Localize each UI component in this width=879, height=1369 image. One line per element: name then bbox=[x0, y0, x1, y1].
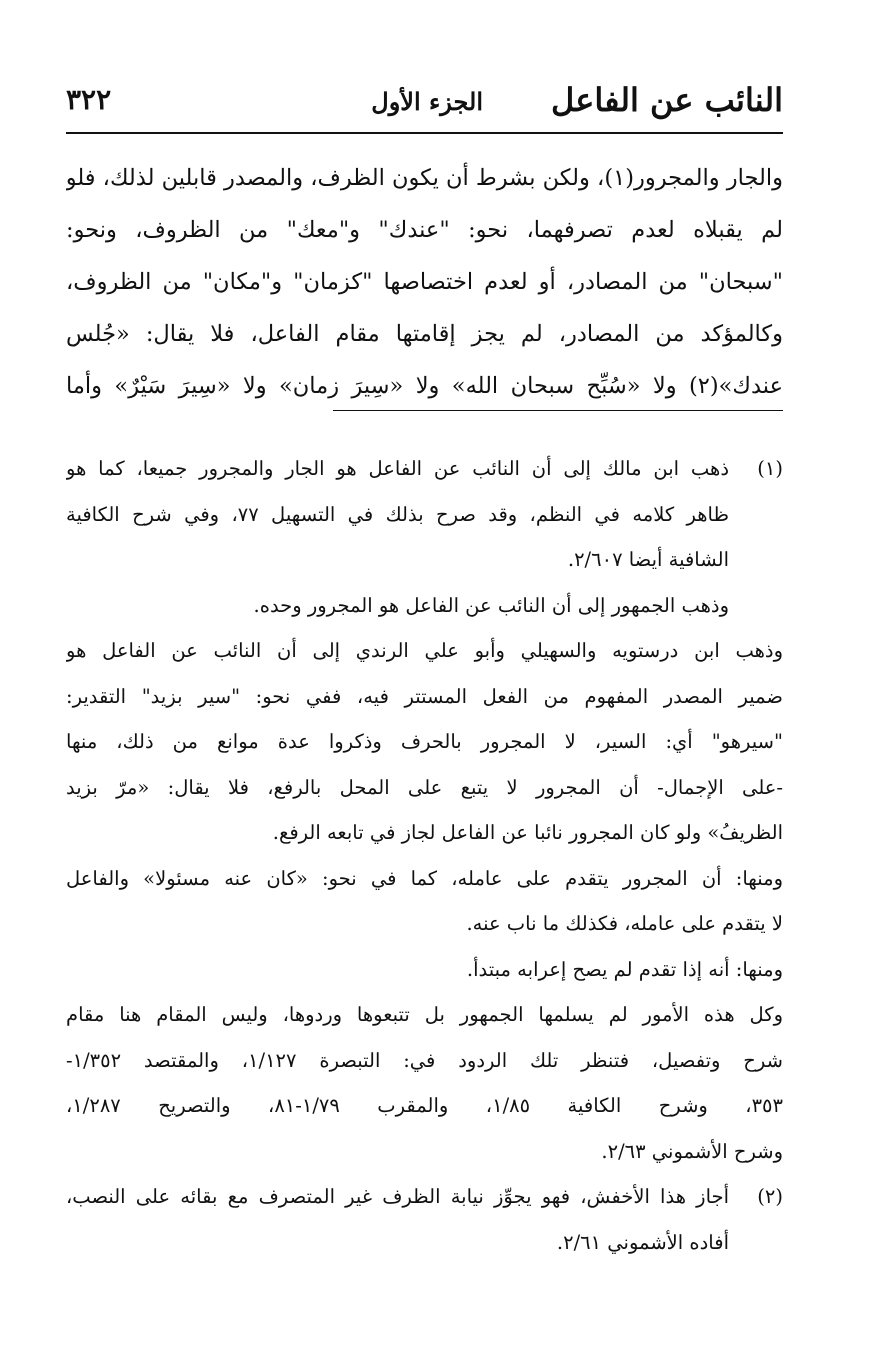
footnote-marker: (٢) bbox=[757, 1185, 783, 1208]
page-header bbox=[66, 78, 783, 128]
main-body-text bbox=[66, 152, 783, 412]
footnote-line: شرح وتفصيل، فتنظر تلك الردود في: التبصرة ١/١٢٧، والمقتصد ١/٣٥٢- bbox=[66, 1048, 783, 1072]
footnote-line: ومنها: أنه إذا تقدم لم يصح إعرابه مبتدأ. bbox=[466, 957, 783, 981]
footnote-line: الظريفُ» ولو كان المجرور نائبا عن الفاعل لجاز في تابعه الرفع. bbox=[272, 821, 783, 844]
body-line: لم يقبلاه لعدم تصرفهما، نحو: "عندك" و"معك" من الظروف، ونحو: bbox=[66, 217, 783, 243]
footnote-line: ظاهر كلامه في النظم، وقد صرح بذلك في التسهيل ٧٧، وفي شرح الكافية bbox=[66, 502, 729, 526]
body-line: "سبحان" من المصادر، أو لعدم اختصاصها "كزمان" و"مكان" من الظروف، bbox=[66, 269, 783, 295]
footnote-line: أجاز هذا الأخفش، فهو يجوِّز نيابة الظرف غير المتصرف مع بقائه على النصب، bbox=[66, 1185, 729, 1208]
volume-label: الجزء الأول bbox=[371, 87, 483, 116]
footnote-line: وشرح الأشموني ٢/٦٣. bbox=[601, 1139, 783, 1163]
footnote-line: -على الإجمال- أن المجرور لا يتبع على المحل بالرفع، فلا يقال: «مرّ بزيد bbox=[66, 775, 783, 799]
body-line: وكالمؤكد من المصادر، لم يجز إقامتها مقام الفاعل، فلا يقال: «جُلس bbox=[66, 321, 783, 347]
footnote-line: ذهب ابن مالك إلى أن النائب عن الفاعل هو الجار والمجرور جميعا، كما هو bbox=[66, 457, 729, 480]
footnote-1 bbox=[66, 446, 783, 1174]
footnote-line: وكل هذه الأمور لم يسلمها الجمهور بل تتبعوها وردوها، وليس المقام هنا مقام bbox=[66, 1003, 783, 1026]
footnotes bbox=[66, 446, 783, 1265]
header-divider bbox=[66, 132, 783, 134]
footnote-line: "سيرهو" أي: السير، لا المجرور بالحرف وذكروا عدة موانع من ذلك، منها bbox=[66, 730, 783, 753]
footnote-marker: (١) bbox=[757, 457, 783, 480]
chapter-title: النائب عن الفاعل bbox=[550, 81, 783, 119]
footnote-line: وذهب الجمهور إلى أن النائب عن الفاعل هو المجرور وحده. bbox=[253, 593, 729, 617]
footnote-line: لا يتقدم على عامله، فكذلك ما ناب عنه. bbox=[466, 912, 783, 935]
body-line: والجار والمجرور(١)، ولكن بشرط أن يكون الظرف، والمصدر قابلين لذلك، فلو bbox=[66, 165, 783, 191]
footnote-line: ومنها: أن المجرور يتقدم على عامله، كما في نحو: «كان عنه مسئولا» والفاعل bbox=[66, 866, 783, 890]
footnote-line: ضمير المصدر المفهوم من الفعل المستتر فيه، ففي نحو: "سير بزيد" التقدير: bbox=[66, 684, 783, 708]
footnote-2 bbox=[66, 1174, 783, 1265]
footnote-line: ٣٥٣، وشرح الكافية ١/٨٥، والمقرب ١/٧٩-٨١، والتصريح ١/٢٨٧، bbox=[66, 1094, 783, 1117]
footnote-line: الشافية أيضا ٢/٦٠٧. bbox=[567, 548, 729, 571]
footnote-line: أفاده الأشموني ٢/٦١. bbox=[556, 1230, 729, 1254]
body-line: عندك»(٢) ولا «سُبِّح سبحان الله» ولا «سِيرَ زمان» ولا «سِيرَ سَيْرٌ» وأما bbox=[66, 373, 783, 399]
page-number: ٣٢٢ bbox=[66, 83, 112, 116]
footnote-divider bbox=[333, 410, 783, 411]
footnote-line: وذهب ابن درستويه والسهيلي وأبو علي الرندي إلى أن النائب عن الفاعل هو bbox=[66, 639, 783, 662]
